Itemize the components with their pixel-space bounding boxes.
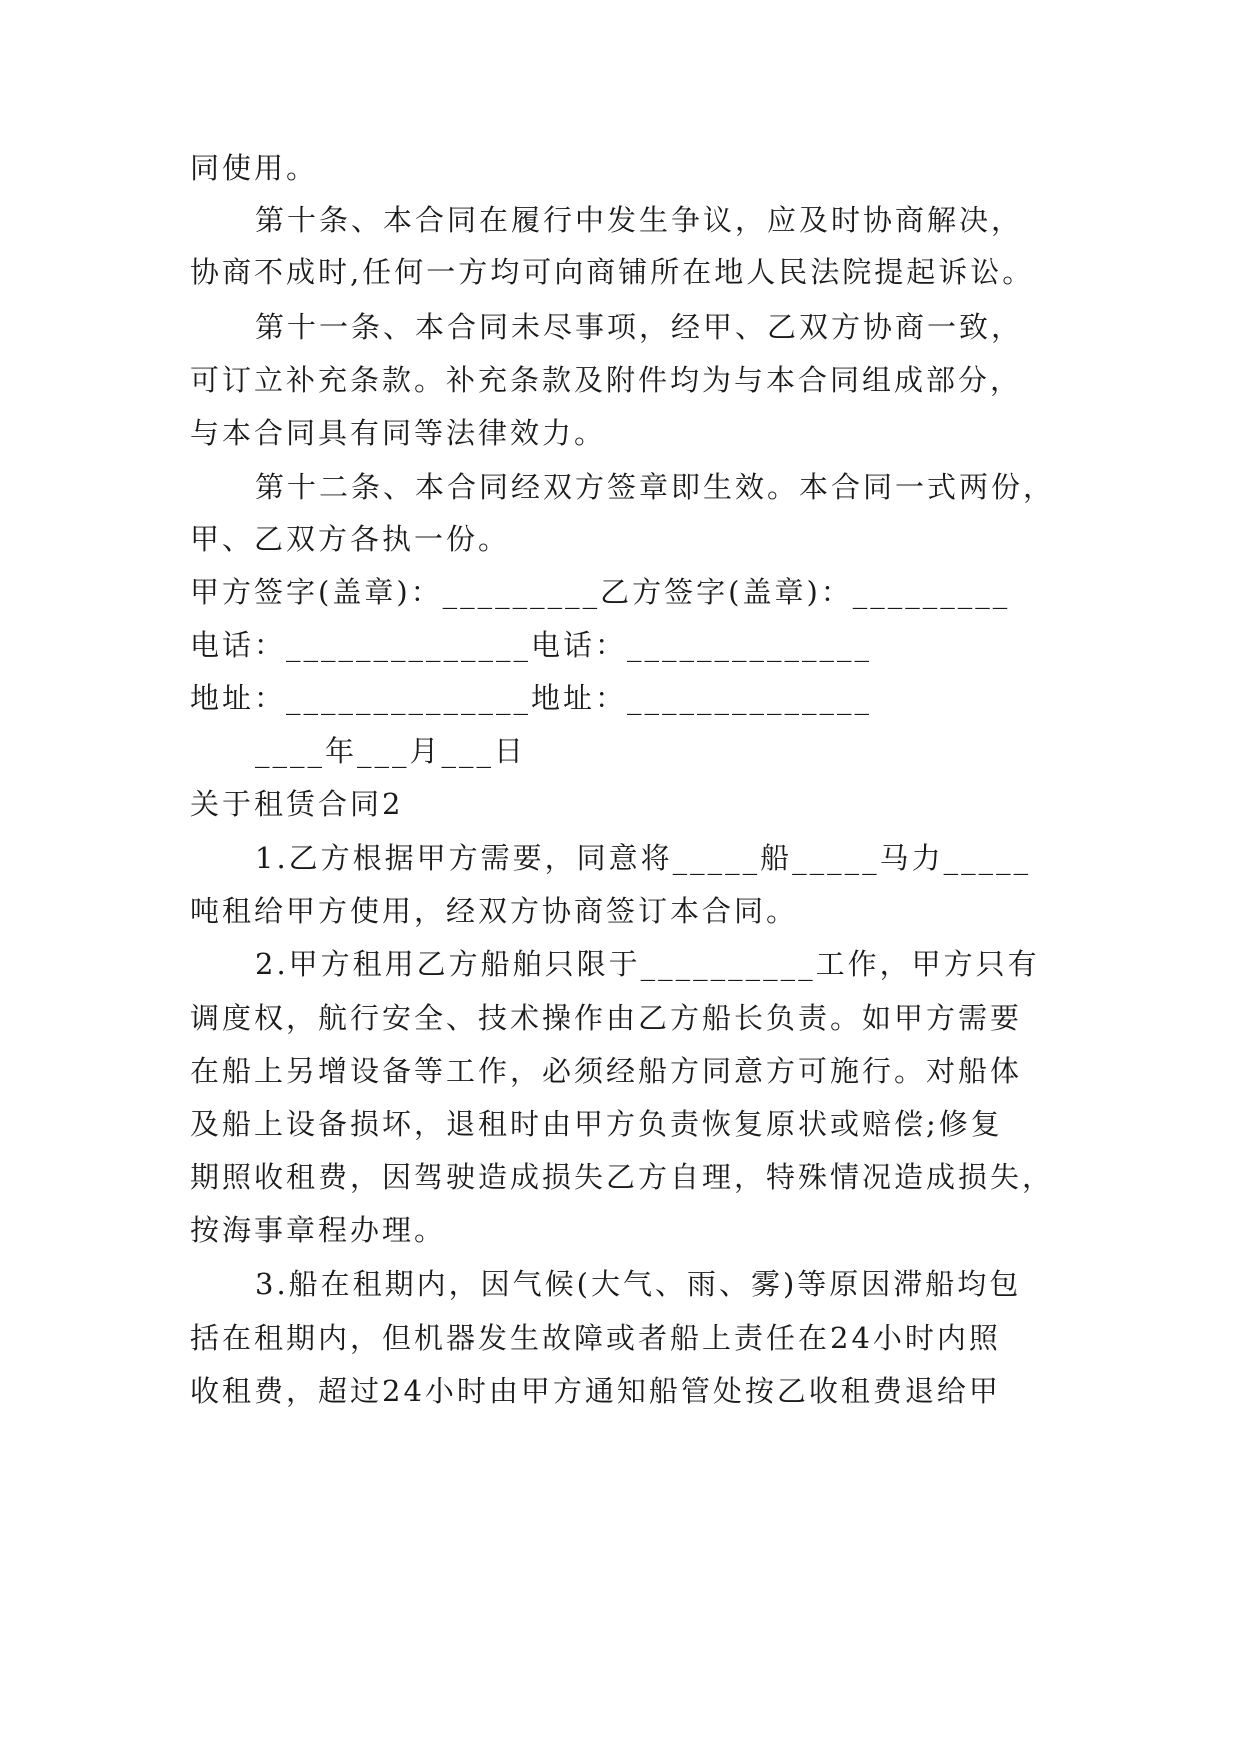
text-line: 收租费，超过24小时由甲方通知船管处按乙收租费退给甲 bbox=[190, 1374, 1001, 1408]
text-line: 协商不成时,任何一方均可向商铺所在地人民法院提起诉讼。 bbox=[190, 255, 1035, 289]
signature-line: 甲方签字(盖章)：_________乙方签字(盖章)：_________ bbox=[190, 575, 1011, 609]
text-line: 同使用。 bbox=[190, 151, 319, 185]
text-line: 吨租给甲方使用，经双方协商签订本合同。 bbox=[190, 894, 799, 928]
text-line: 按海事章程办理。 bbox=[190, 1213, 447, 1247]
text-line: 2.甲方租用乙方船舶只限于__________工作，甲方只有 bbox=[255, 947, 1040, 981]
date-line: ____年___月___日 bbox=[255, 734, 527, 768]
text-line: 第十一条、本合同未尽事项，经甲、乙双方协商一致， bbox=[255, 310, 1024, 344]
text-line: 1.乙方根据甲方需要，同意将_____船_____马力_____ bbox=[255, 841, 1032, 875]
text-line: 及船上设备损坏，退租时由甲方负责恢复原状或赔偿;修复 bbox=[190, 1107, 1003, 1141]
text-line: 在船上另增设备等工作，必须经船方同意方可施行。对船体 bbox=[190, 1054, 1023, 1088]
text-line: 调度权，航行安全、技术操作由乙方船长负责。如甲方需要 bbox=[190, 1001, 1023, 1035]
text-line: 第十二条、本合同经双方签章即生效。本合同一式两份， bbox=[255, 470, 1056, 504]
text-line: 括在租期内，但机器发生故障或者船上责任在24小时内照 bbox=[190, 1321, 1001, 1355]
text-line: 可订立补充条款。补充条款及附件均为与本合同组成部分， bbox=[190, 363, 1023, 397]
text-line: 与本合同具有同等法律效力。 bbox=[190, 416, 607, 450]
text-line: 期照收租费，因驾驶造成损失乙方自理，特殊情况造成损失， bbox=[190, 1160, 1055, 1194]
phone-line: 电话：______________电话：______________ bbox=[190, 628, 873, 662]
section-heading: 关于租赁合同2 bbox=[190, 787, 404, 821]
text-line: 第十条、本合同在履行中发生争议，应及时协商解决， bbox=[255, 203, 1024, 237]
text-line: 甲、乙双方各执一份。 bbox=[190, 522, 511, 556]
address-line: 地址：______________地址：______________ bbox=[190, 681, 873, 715]
text-line: 3.船在租期内，因气候(大气、雨、雾)等原因滞船均包 bbox=[255, 1267, 1022, 1301]
